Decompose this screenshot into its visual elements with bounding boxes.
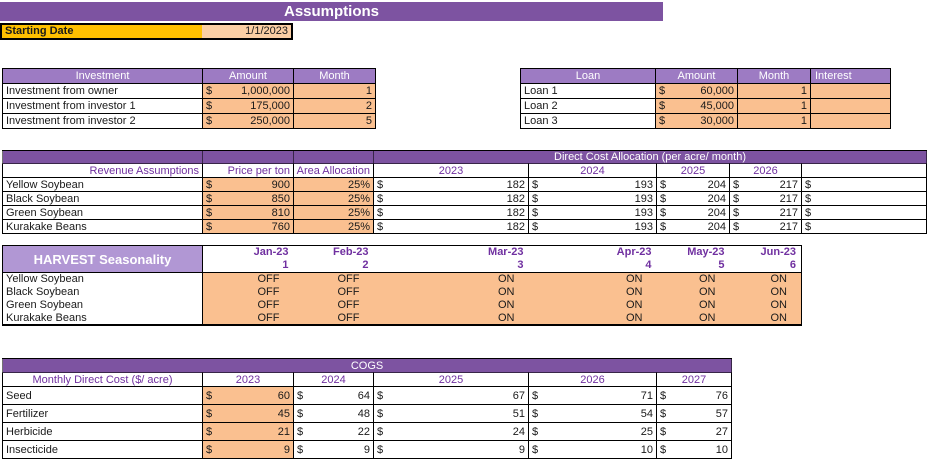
currency-symbol: $ [206,115,213,127]
month-number: 3 [374,259,529,273]
currency-symbol: $ [660,206,667,219]
harvest-toggle-cell[interactable]: OFF [203,312,294,325]
harvest-toggle-cell[interactable]: OFF [203,299,294,312]
currency-symbol: $ [733,206,740,219]
investment-row-label: Investment from investor 2 [3,114,203,129]
crop-label: Green Soybean [3,206,203,220]
currency-symbol: $ [805,206,812,219]
harvest-toggle-cell[interactable]: ON [529,286,657,299]
currency-symbol: $ [660,443,667,456]
currency-symbol: $ [660,389,667,402]
harvest-toggle-cell[interactable]: ON [657,286,730,299]
harvest-seasonality-table [2,245,802,326]
cogs-table [2,358,732,459]
currency-symbol: $ [377,443,384,456]
currency-symbol: $ [532,178,539,191]
currency-symbol: $ [297,425,304,438]
month-header: Month [294,69,376,84]
table-row [3,178,927,192]
investment-row-label: Investment from owner [3,84,203,99]
month-header: May-23 [657,246,730,259]
month-number: 5 [657,259,730,273]
cost-cell[interactable]: $ 193 [529,192,657,206]
starting-date-block [0,23,293,40]
area-cell[interactable]: 25% [294,178,374,192]
harvest-toggle-cell[interactable]: ON [529,273,657,286]
currency-symbol: $ [733,192,740,205]
cost-cell[interactable]: $ 193 [529,206,657,220]
cost-cell[interactable]: $ 217 [730,192,802,206]
amount-cell[interactable]: $ 45,000 [656,99,738,114]
area-cell[interactable]: 25% [294,220,374,234]
year-header: 2026 [730,164,802,178]
currency-symbol: $ [532,220,539,233]
currency-symbol: $ [532,425,539,438]
price-cell[interactable]: $ 760 [203,220,294,234]
cost-cell[interactable]: $ 182 [374,220,529,234]
harvest-toggle-cell[interactable]: ON [730,299,802,312]
amount-cell[interactable]: $ 175,000 [203,99,294,114]
year-header: 2023 [203,373,294,387]
cogs-cell[interactable]: $ 25 [529,423,657,441]
loan-row-label: Loan 2 [521,99,656,114]
month-header: Jan-23 [203,246,294,259]
cogs-cell[interactable]: $ 9 [374,441,529,459]
crop-label: Black Soybean [3,286,203,299]
currency-symbol: $ [805,192,812,205]
table-row [3,312,802,325]
currency-symbol: $ [660,425,667,438]
crop-label: Yellow Soybean [3,273,203,286]
cogs-cell[interactable]: $ 21 [203,423,294,441]
amount-cell[interactable]: $ 1,000,000 [203,84,294,99]
cogs-cell[interactable]: $ 71 [529,387,657,405]
cogs-cell[interactable]: $ 9 [294,441,374,459]
amount-header: Amount [656,69,738,84]
currency-symbol: $ [733,220,740,233]
starting-date-label: Starting Date [2,25,202,38]
currency-symbol: $ [206,425,213,438]
year-header: 2027 [657,373,732,387]
harvest-toggle-cell[interactable]: OFF [294,299,374,312]
price-cell[interactable]: $ 850 [203,192,294,206]
table-row [3,441,732,459]
table-row [3,114,376,129]
cogs-cell[interactable]: $ 60 [203,387,294,405]
crop-label: Kurakake Beans [3,312,203,325]
price-cell[interactable]: $ 900 [203,178,294,192]
month-number: 4 [529,259,657,273]
cogs-cell[interactable]: $ 10 [657,441,732,459]
month-cell[interactable]: 1 [738,99,811,114]
cogs-cell[interactable]: $ 27 [657,423,732,441]
table-row [521,99,891,114]
currency-symbol: $ [377,192,384,205]
cogs-cell[interactable]: $ 24 [374,423,529,441]
currency-symbol: $ [206,206,213,219]
currency-symbol: $ [532,407,539,420]
cogs-cell[interactable]: $ 22 [294,423,374,441]
cost-item-label: Seed [3,387,203,405]
cost-cell[interactable]: $ 182 [374,178,529,192]
investment-table [2,68,376,129]
currency-symbol: $ [206,389,213,402]
loan-row-label: Loan 1 [521,84,656,99]
starting-date-cell[interactable]: 1/1/2023 [202,25,291,38]
cogs-cell[interactable]: $ 48 [294,405,374,423]
table-row [3,423,732,441]
table-row [3,405,732,423]
currency-symbol: $ [206,443,213,456]
currency-symbol: $ [206,192,213,205]
area-allocation-header: Area Allocation [294,164,374,178]
direct-cost-allocation-banner: Direct Cost Allocation (per acre/ month) [374,151,927,164]
year-header: 2025 [657,164,730,178]
price-per-ton-header: Price per ton [203,164,294,178]
cogs-cell[interactable]: $ 45 [203,405,294,423]
harvest-toggle-cell[interactable]: OFF [203,273,294,286]
amount-cell[interactable]: $ 250,000 [203,114,294,129]
currency-symbol: $ [206,178,213,191]
harvest-toggle-cell[interactable]: ON [730,312,802,325]
cost-cell[interactable]: $ 182 [374,192,529,206]
month-header: Month [738,69,811,84]
year-header: 2024 [294,373,374,387]
year-header: 2026 [529,373,657,387]
year-header: 2024 [529,164,657,178]
currency-symbol: $ [206,220,213,233]
cost-cell[interactable] [802,220,927,234]
currency-symbol: $ [659,115,666,127]
cogs-cell[interactable]: $ 51 [374,405,529,423]
cost-item-label: Herbicide [3,423,203,441]
page-title: Assumptions [0,2,663,21]
currency-symbol: $ [805,178,812,191]
amount-cell[interactable]: $ 60,000 [656,84,738,99]
cost-cell[interactable]: $ 182 [374,206,529,220]
cogs-banner: COGS [3,359,732,373]
cost-item-label: Fertilizer [3,405,203,423]
loan-table [520,68,891,129]
harvest-toggle-cell[interactable]: OFF [294,273,374,286]
harvest-toggle-cell[interactable]: ON [730,273,802,286]
cogs-cell[interactable]: $ 76 [657,387,732,405]
cogs-cell[interactable]: $ 67 [374,387,529,405]
currency-symbol: $ [206,100,213,112]
currency-symbol: $ [660,192,667,205]
cost-cell[interactable]: $ 217 [730,220,802,234]
month-cell[interactable]: 5 [294,114,376,129]
cost-cell[interactable]: $ 204 [657,206,730,220]
currency-symbol: $ [733,178,740,191]
cost-cell[interactable]: $ 193 [529,178,657,192]
cost-item-label: Insecticide [3,441,203,459]
cost-cell[interactable]: $ 193 [529,220,657,234]
cogs-cell[interactable]: $ 9 [203,441,294,459]
interest-cell[interactable] [811,99,891,114]
month-cell[interactable]: 1 [738,84,811,99]
crop-label: Yellow Soybean [3,178,203,192]
year-header: 2023 [374,164,529,178]
table-row [3,286,802,299]
crop-label: Black Soybean [3,192,203,206]
currency-symbol: $ [377,389,384,402]
table-row [521,114,891,129]
currency-symbol: $ [377,425,384,438]
currency-symbol: $ [659,85,666,97]
interest-cell[interactable] [811,84,891,99]
month-number: 1 [203,259,294,273]
currency-symbol: $ [297,389,304,402]
cost-cell[interactable]: $ 204 [657,220,730,234]
cost-cell[interactable] [802,206,927,220]
crop-label: Kurakake Beans [3,220,203,234]
currency-symbol: $ [532,389,539,402]
cost-cell[interactable] [802,192,927,206]
table-row [3,99,376,114]
price-cell[interactable]: $ 810 [203,206,294,220]
currency-symbol: $ [532,206,539,219]
harvest-toggle-cell[interactable]: ON [730,286,802,299]
table-row [3,273,802,286]
currency-symbol: $ [377,206,384,219]
currency-symbol: $ [206,85,213,97]
amount-header: Amount [203,69,294,84]
currency-symbol: $ [206,407,213,420]
interest-cell[interactable] [811,114,891,129]
revenue-assumptions-table [2,150,927,234]
loan-row-label: Loan 3 [521,114,656,129]
monthly-direct-cost-header: Monthly Direct Cost ($/ acre) [3,373,203,387]
currency-symbol: $ [532,192,539,205]
table-row [3,192,927,206]
currency-symbol: $ [377,407,384,420]
harvest-seasonality-title: HARVEST Seasonality [3,246,203,273]
area-cell[interactable]: 25% [294,206,374,220]
harvest-toggle-cell[interactable]: OFF [203,286,294,299]
crop-label: Green Soybean [3,299,203,312]
cogs-cell[interactable]: $ 54 [529,405,657,423]
interest-header: Interest [811,69,891,84]
currency-symbol: $ [660,220,667,233]
month-header: Jun-23 [730,246,802,259]
table-row [3,220,927,234]
amount-cell[interactable]: $ 30,000 [656,114,738,129]
month-cell[interactable]: 2 [294,99,376,114]
currency-symbol: $ [660,407,667,420]
harvest-toggle-cell[interactable]: ON [374,299,529,312]
currency-symbol: $ [660,178,667,191]
harvest-toggle-cell[interactable]: ON [374,286,529,299]
table-row [3,299,802,312]
month-number: 2 [294,259,374,273]
currency-symbol: $ [297,443,304,456]
currency-symbol: $ [377,178,384,191]
cost-cell[interactable] [802,178,927,192]
month-header: Mar-23 [374,246,529,259]
currency-symbol: $ [805,220,812,233]
cogs-cell[interactable]: $ 10 [529,441,657,459]
cogs-cell[interactable]: $ 57 [657,405,732,423]
table-row [3,84,376,99]
harvest-toggle-cell[interactable]: ON [374,312,529,325]
cost-cell[interactable]: $ 217 [730,178,802,192]
cost-cell[interactable]: $ 217 [730,206,802,220]
cost-cell[interactable]: $ 204 [657,178,730,192]
harvest-toggle-cell[interactable]: OFF [294,286,374,299]
loan-header: Loan [521,69,656,84]
investment-row-label: Investment from investor 1 [3,99,203,114]
harvest-toggle-cell[interactable]: OFF [294,312,374,325]
currency-symbol: $ [377,220,384,233]
cogs-cell[interactable]: $ 64 [294,387,374,405]
harvest-toggle-cell[interactable]: ON [529,312,657,325]
cost-cell[interactable]: $ 204 [657,192,730,206]
year-header [802,164,927,178]
harvest-toggle-cell[interactable]: ON [374,273,529,286]
harvest-toggle-cell[interactable]: ON [657,273,730,286]
harvest-toggle-cell[interactable]: ON [657,299,730,312]
table-row [3,206,927,220]
harvest-toggle-cell[interactable]: ON [529,299,657,312]
area-cell[interactable]: 25% [294,192,374,206]
month-header: Apr-23 [529,246,657,259]
month-number: 6 [730,259,802,273]
year-header: 2025 [374,373,529,387]
currency-symbol: $ [659,100,666,112]
table-row [3,387,732,405]
investment-header: Investment [3,69,203,84]
month-header: Feb-23 [294,246,374,259]
month-cell[interactable]: 1 [294,84,376,99]
harvest-toggle-cell[interactable]: ON [657,312,730,325]
currency-symbol: $ [297,407,304,420]
table-row [521,84,891,99]
currency-symbol: $ [532,443,539,456]
revenue-assumptions-header: Revenue Assumptions [3,164,203,178]
month-cell[interactable]: 1 [738,114,811,129]
